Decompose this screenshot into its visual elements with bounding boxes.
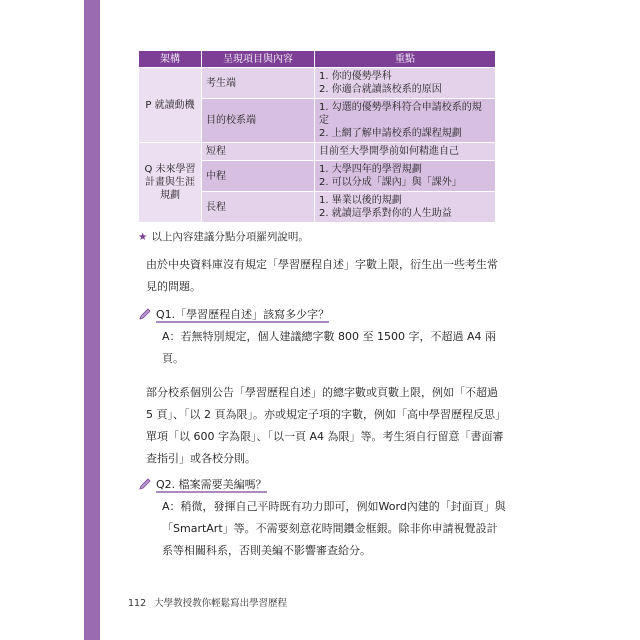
header-cell: 呈現項目與內容 [202,51,315,68]
document-page [118,50,518,562]
pencil-icon [138,477,152,491]
points-cell [315,143,496,161]
item-cell: 考生端 [202,68,315,99]
points-cell [315,192,496,223]
item-cell: 中程 [202,161,315,192]
point-line: 1. 大學四年的學習規劃 [319,164,422,175]
table-row [139,68,496,99]
question-text: Q2. 檔案需要美編嗎？ [156,478,267,491]
points-cell [315,68,496,99]
point-line: 1. 你的優勢學科 [319,71,392,82]
group-label: P 就讀動機 [139,68,202,143]
point-line: 2. 就讀這學系對你的人生助益 [319,208,452,219]
star-icon: ★ [138,231,148,243]
question-text: Q1.「學習歷程自述」該寫多少字？ [156,308,330,321]
table-note [138,229,518,244]
point-line: 2. 你適合就讀該校系的原因 [319,84,442,95]
page-footer [128,595,287,609]
page-number: 112 [128,598,147,609]
paragraph: 部分校系個別公告「學習歷程自述」的總字數或頁數上限，例如「不超過 5 頁」、「以 2 頁為限」。亦或規定子項的字數，例如「高中學習歷程反思」單項「以 600 字為限」、「以一頁 A4 為限」等。考生須自行留意「書面審查指引」或各校分則。 [146,386,506,465]
header-cell: 重點 [315,51,496,68]
answer-text: A：若無特別規定，個人建議總字數 800 至 1500 字，不超過 A4 兩頁。 [162,330,497,365]
paragraph: 由於中央資料庫沒有規定「學習歷程自述」字數上限，衍生出一些考生常見的問題。 [146,258,498,293]
point-line: 目前至大學開學前如何精進自己 [319,146,459,157]
point-line: 2. 上網了解申請校系的課程規劃 [319,128,462,139]
note-text: 以上內容建議分點分項羅列說明。 [151,231,309,243]
answer-text: A：稍微，發揮自己平時既有功力即可，例如Word內建的「封面頁」與「SmartArt」等。不需要刻意花時間鑽金框銀。除非你申請視覺設計系等相關科系，否則美編不影響審查給分。 [162,500,506,557]
table-row [139,143,496,161]
book-title: 大學教授教你輕鬆寫出學習歷程 [154,598,288,609]
item-cell: 短程 [202,143,315,161]
point-line: 1. 畢業以後的規劃 [319,195,402,206]
header-cell: 架構 [139,51,202,68]
question-heading [138,304,518,326]
group-label: Q 未來學習計畫與生涯規劃 [139,143,202,223]
table-header-row [139,51,496,68]
point-line: 1. 勾選的優勢學科符合申請校系的規定 [319,102,482,126]
pencil-icon [138,307,152,321]
item-cell: 長程 [202,192,315,223]
points-cell [315,99,496,143]
points-cell [315,161,496,192]
book-spine [84,0,100,640]
structure-table [138,50,496,223]
point-line: 2. 可以分成「課內」與「課外」 [319,177,462,188]
question-heading [138,474,518,496]
item-cell: 目的校系端 [202,99,315,143]
